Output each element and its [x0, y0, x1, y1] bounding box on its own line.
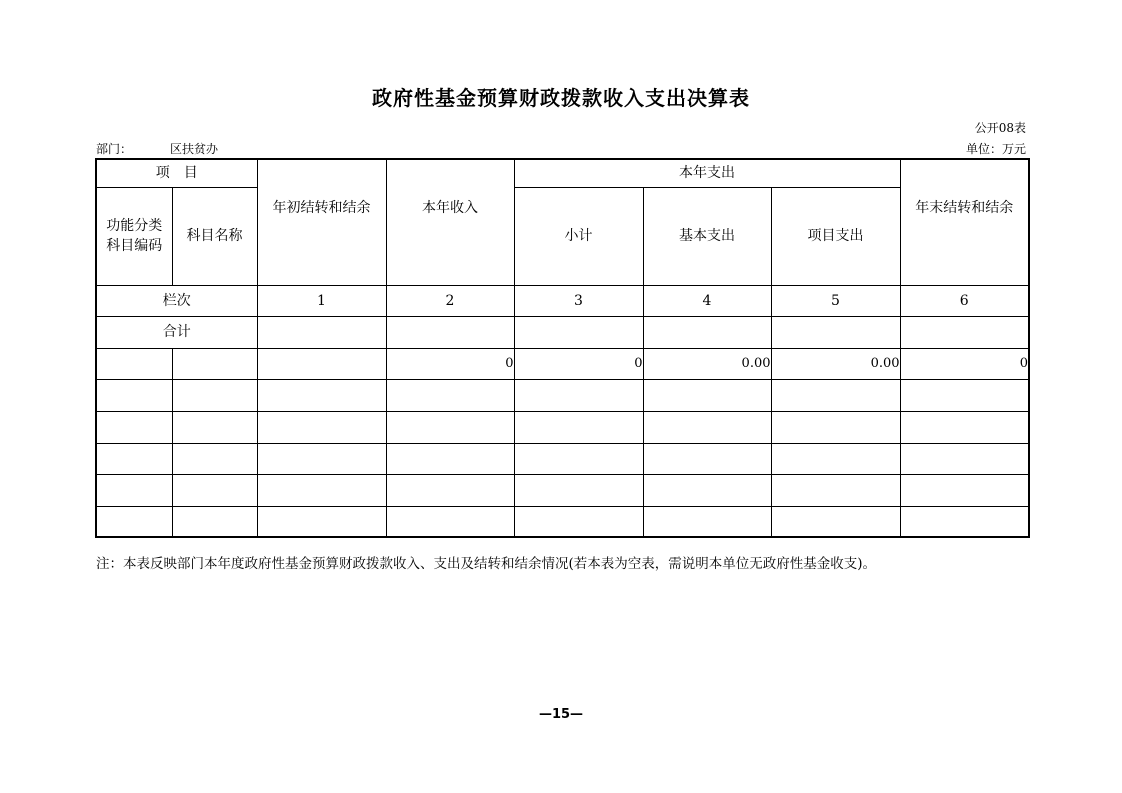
form-number: 公开08表	[974, 121, 1026, 135]
department-label: 部门：	[96, 142, 133, 156]
cell	[96, 379, 172, 411]
total-label: 合计	[96, 316, 257, 348]
cell	[771, 316, 900, 348]
cell	[643, 506, 771, 537]
cell	[386, 379, 514, 411]
cell	[257, 316, 386, 348]
cell	[643, 443, 771, 474]
column-index-3: 3	[514, 285, 643, 316]
cell	[172, 411, 257, 443]
cell	[900, 506, 1029, 537]
cell	[386, 443, 514, 474]
cell	[514, 506, 643, 537]
cell	[257, 411, 386, 443]
header-row-1	[96, 159, 1029, 187]
cell	[900, 411, 1029, 443]
cell	[771, 411, 900, 443]
basic-value: 0.00	[643, 348, 771, 379]
column-index-row	[96, 285, 1029, 316]
cell	[257, 379, 386, 411]
header-project: 项目支出	[771, 187, 900, 285]
subtotal-value: 0	[514, 348, 643, 379]
header-subject-name: 科目名称	[172, 187, 257, 285]
cell	[172, 506, 257, 537]
header-income: 本年收入	[386, 159, 514, 285]
cell	[900, 474, 1029, 506]
column-index-label: 栏次	[96, 285, 257, 316]
cell	[900, 316, 1029, 348]
header-basic: 基本支出	[643, 187, 771, 285]
cell	[514, 316, 643, 348]
page-title: 政府性基金预算财政拨款收入支出决算表	[372, 86, 750, 110]
cell	[514, 474, 643, 506]
cell	[257, 348, 386, 379]
header-end-balance: 年末结转和结余	[900, 159, 1029, 285]
column-index-6: 6	[900, 285, 1029, 316]
cell	[514, 443, 643, 474]
cell	[96, 443, 172, 474]
cell	[172, 443, 257, 474]
cell	[643, 411, 771, 443]
cell	[172, 379, 257, 411]
end-balance-value: 0	[900, 348, 1029, 379]
cell	[96, 411, 172, 443]
table-row	[96, 379, 1029, 411]
budget-table	[95, 158, 1030, 538]
total-row	[96, 316, 1029, 348]
cell	[386, 506, 514, 537]
cell	[643, 316, 771, 348]
column-index-4: 4	[643, 285, 771, 316]
cell	[172, 474, 257, 506]
cell	[771, 474, 900, 506]
cell	[257, 506, 386, 537]
cell	[257, 443, 386, 474]
cell	[96, 506, 172, 537]
header-begin-balance: 年初结转和结余	[257, 159, 386, 285]
table-row	[96, 443, 1029, 474]
cell	[96, 348, 172, 379]
cell	[96, 474, 172, 506]
header-item: 项 目	[96, 159, 257, 187]
column-index-2: 2	[386, 285, 514, 316]
income-value: 0	[386, 348, 514, 379]
table-row	[96, 411, 1029, 443]
cell	[900, 379, 1029, 411]
unit-label: 单位：万元	[965, 142, 1026, 156]
header-subtotal: 小计	[514, 187, 643, 285]
header-func-code: 功能分类科目编码	[96, 187, 172, 285]
table-row	[96, 474, 1029, 506]
cell	[257, 474, 386, 506]
table-note: 注：本表反映部门本年度政府性基金预算财政拨款收入、支出及结转和结余情况(若本表为空表，需说明本单位无政府性基金收支)。	[96, 556, 877, 572]
cell	[643, 379, 771, 411]
column-index-5: 5	[771, 285, 900, 316]
header-row-2	[96, 187, 1029, 285]
page-number: —15—	[538, 707, 584, 722]
table-row	[96, 506, 1029, 537]
column-index-1: 1	[257, 285, 386, 316]
department-value: 区扶贫办	[170, 142, 219, 156]
cell	[514, 379, 643, 411]
header-expense-group: 本年支出	[514, 159, 900, 187]
cell	[771, 443, 900, 474]
cell	[386, 316, 514, 348]
cell	[386, 411, 514, 443]
project-value: 0.00	[771, 348, 900, 379]
cell	[900, 443, 1029, 474]
cell	[643, 474, 771, 506]
cell	[771, 379, 900, 411]
cell	[514, 411, 643, 443]
cell	[386, 474, 514, 506]
cell	[172, 348, 257, 379]
table-row	[96, 348, 1029, 379]
cell	[771, 506, 900, 537]
